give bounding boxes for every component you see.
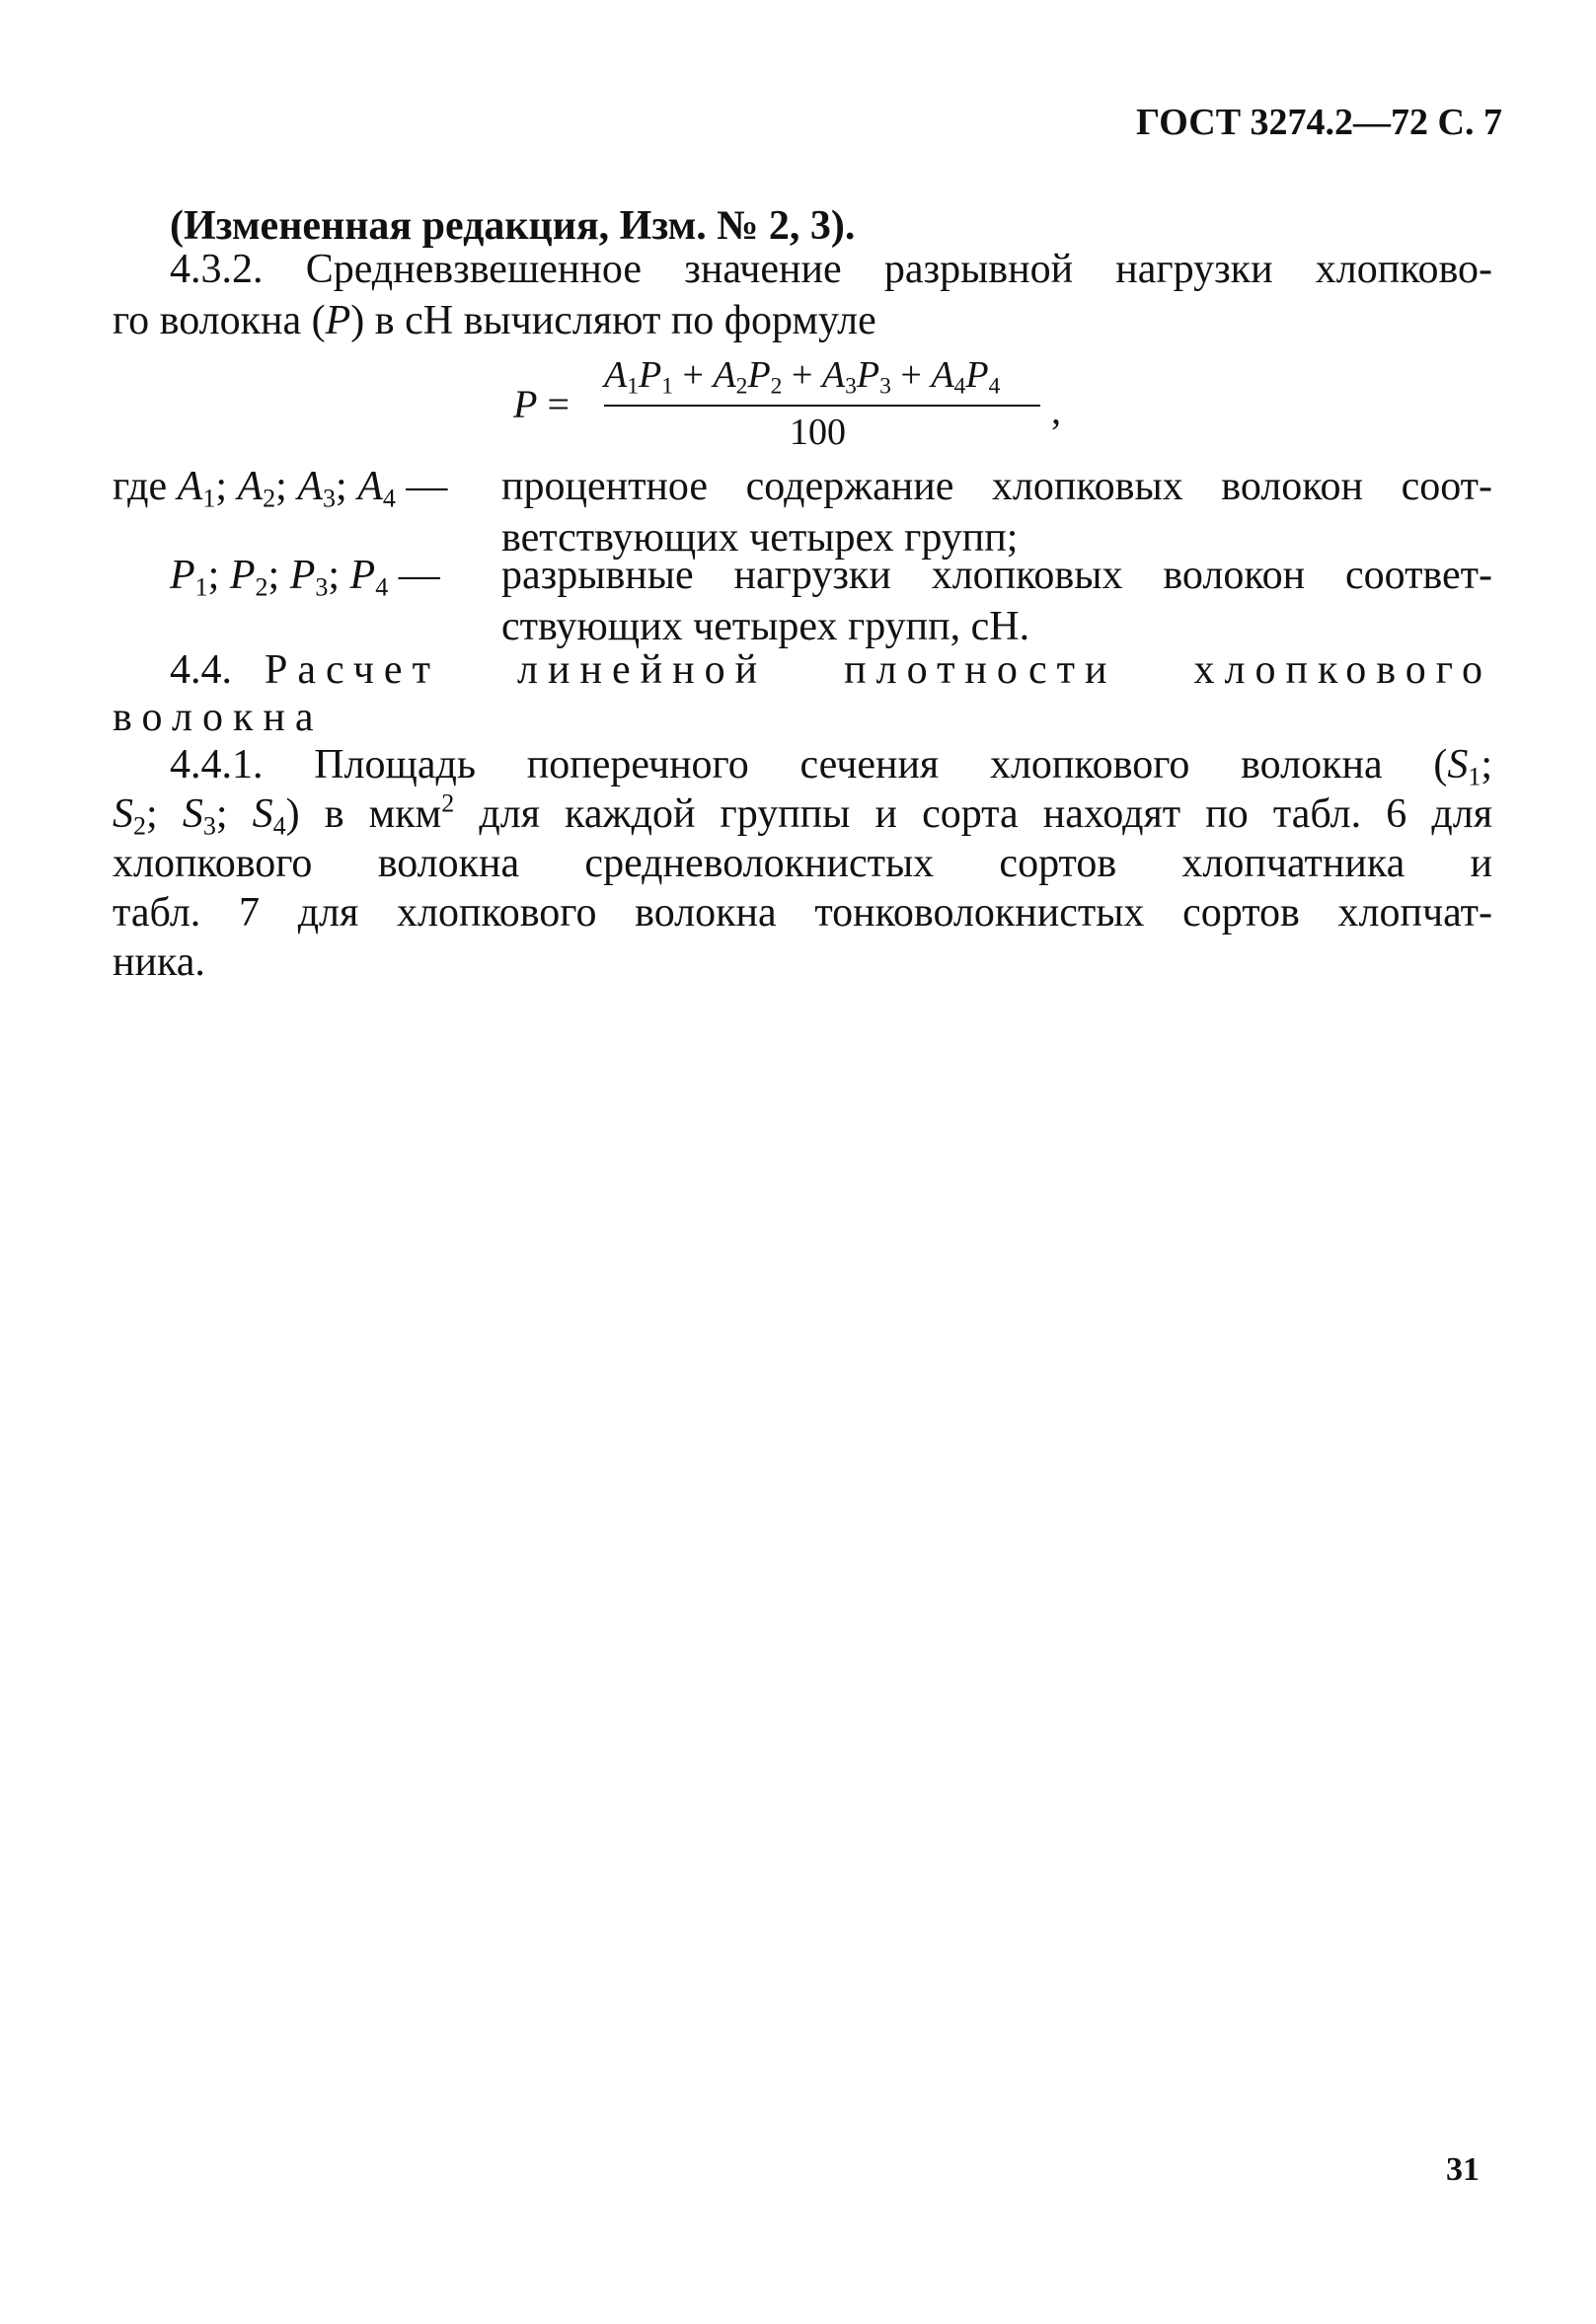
page-number: 31 xyxy=(1446,2151,1480,2188)
paragraph-4-4-1-line-1: 4.4.1. Площадь поперечного сечения хлопкового волокна ($S_1$; xyxy=(170,742,1492,791)
section-4-4-heading-line-1: Расчет линейной плотности хлопкового xyxy=(265,647,1492,693)
formula-denominator: 100 xyxy=(790,412,846,453)
formula-weighted-load xyxy=(513,353,1066,462)
paragraph-4-3-2-line-1: 4.3.2. Средневзвешенное значение разрывной нагрузки хлопково- xyxy=(170,247,1492,292)
formula-lhs: P = xyxy=(513,382,570,426)
legend-p-text-line-1: разрывные нагрузки хлопковых волокон соответ- xyxy=(501,553,1492,598)
paragraph-4-3-2-line-2: го волокна (P) в сН вычисляют по формуле xyxy=(113,298,876,343)
legend-p-text-line-2: ствующих четырех групп, сН. xyxy=(501,604,1030,649)
legend-p-symbols: $P_1$; $P_2$; $P_3$; $P_4$ — xyxy=(170,553,440,602)
edition-note: (Измененная редакция, Изм. № 2, 3). xyxy=(170,203,856,249)
paragraph-4-4-1-line-3: хлопкового волокна средневолокнистых сортов хлопчатника и xyxy=(113,841,1492,886)
running-header: ГОСТ 3274.2—72 С. 7 xyxy=(1136,102,1502,143)
section-4-4-heading-line-2: волокна xyxy=(113,695,324,740)
legend-a-symbols: где $A_1$; $A_2$; $A_3$; $A_4$ — xyxy=(113,464,448,513)
legend-a-text-line-2: ветствующих четырех групп; xyxy=(501,515,1019,561)
formula-numerator: $A_1P_1 + A_2P_2 + A_3P_3 + A_4P_4$ xyxy=(604,354,1001,400)
paragraph-4-4-1-line-5: ника. xyxy=(113,939,205,985)
fraction-bar xyxy=(604,405,1040,407)
paragraph-4-4-1-line-2: $S_2$; $S_3$; $S_4$) в мкм$^2$ для каждой группы и сорта находят по табл. 6 для xyxy=(113,788,1493,841)
section-4-4-number: 4.4. xyxy=(170,647,232,693)
paragraph-4-4-1-line-4: табл. 7 для хлопкового волокна тонковолокнистых сортов хлопчат- xyxy=(113,890,1492,936)
formula-trailing-comma: , xyxy=(1051,388,1061,432)
legend-a-text-line-1: процентное содержание хлопковых волокон соот- xyxy=(501,464,1492,509)
